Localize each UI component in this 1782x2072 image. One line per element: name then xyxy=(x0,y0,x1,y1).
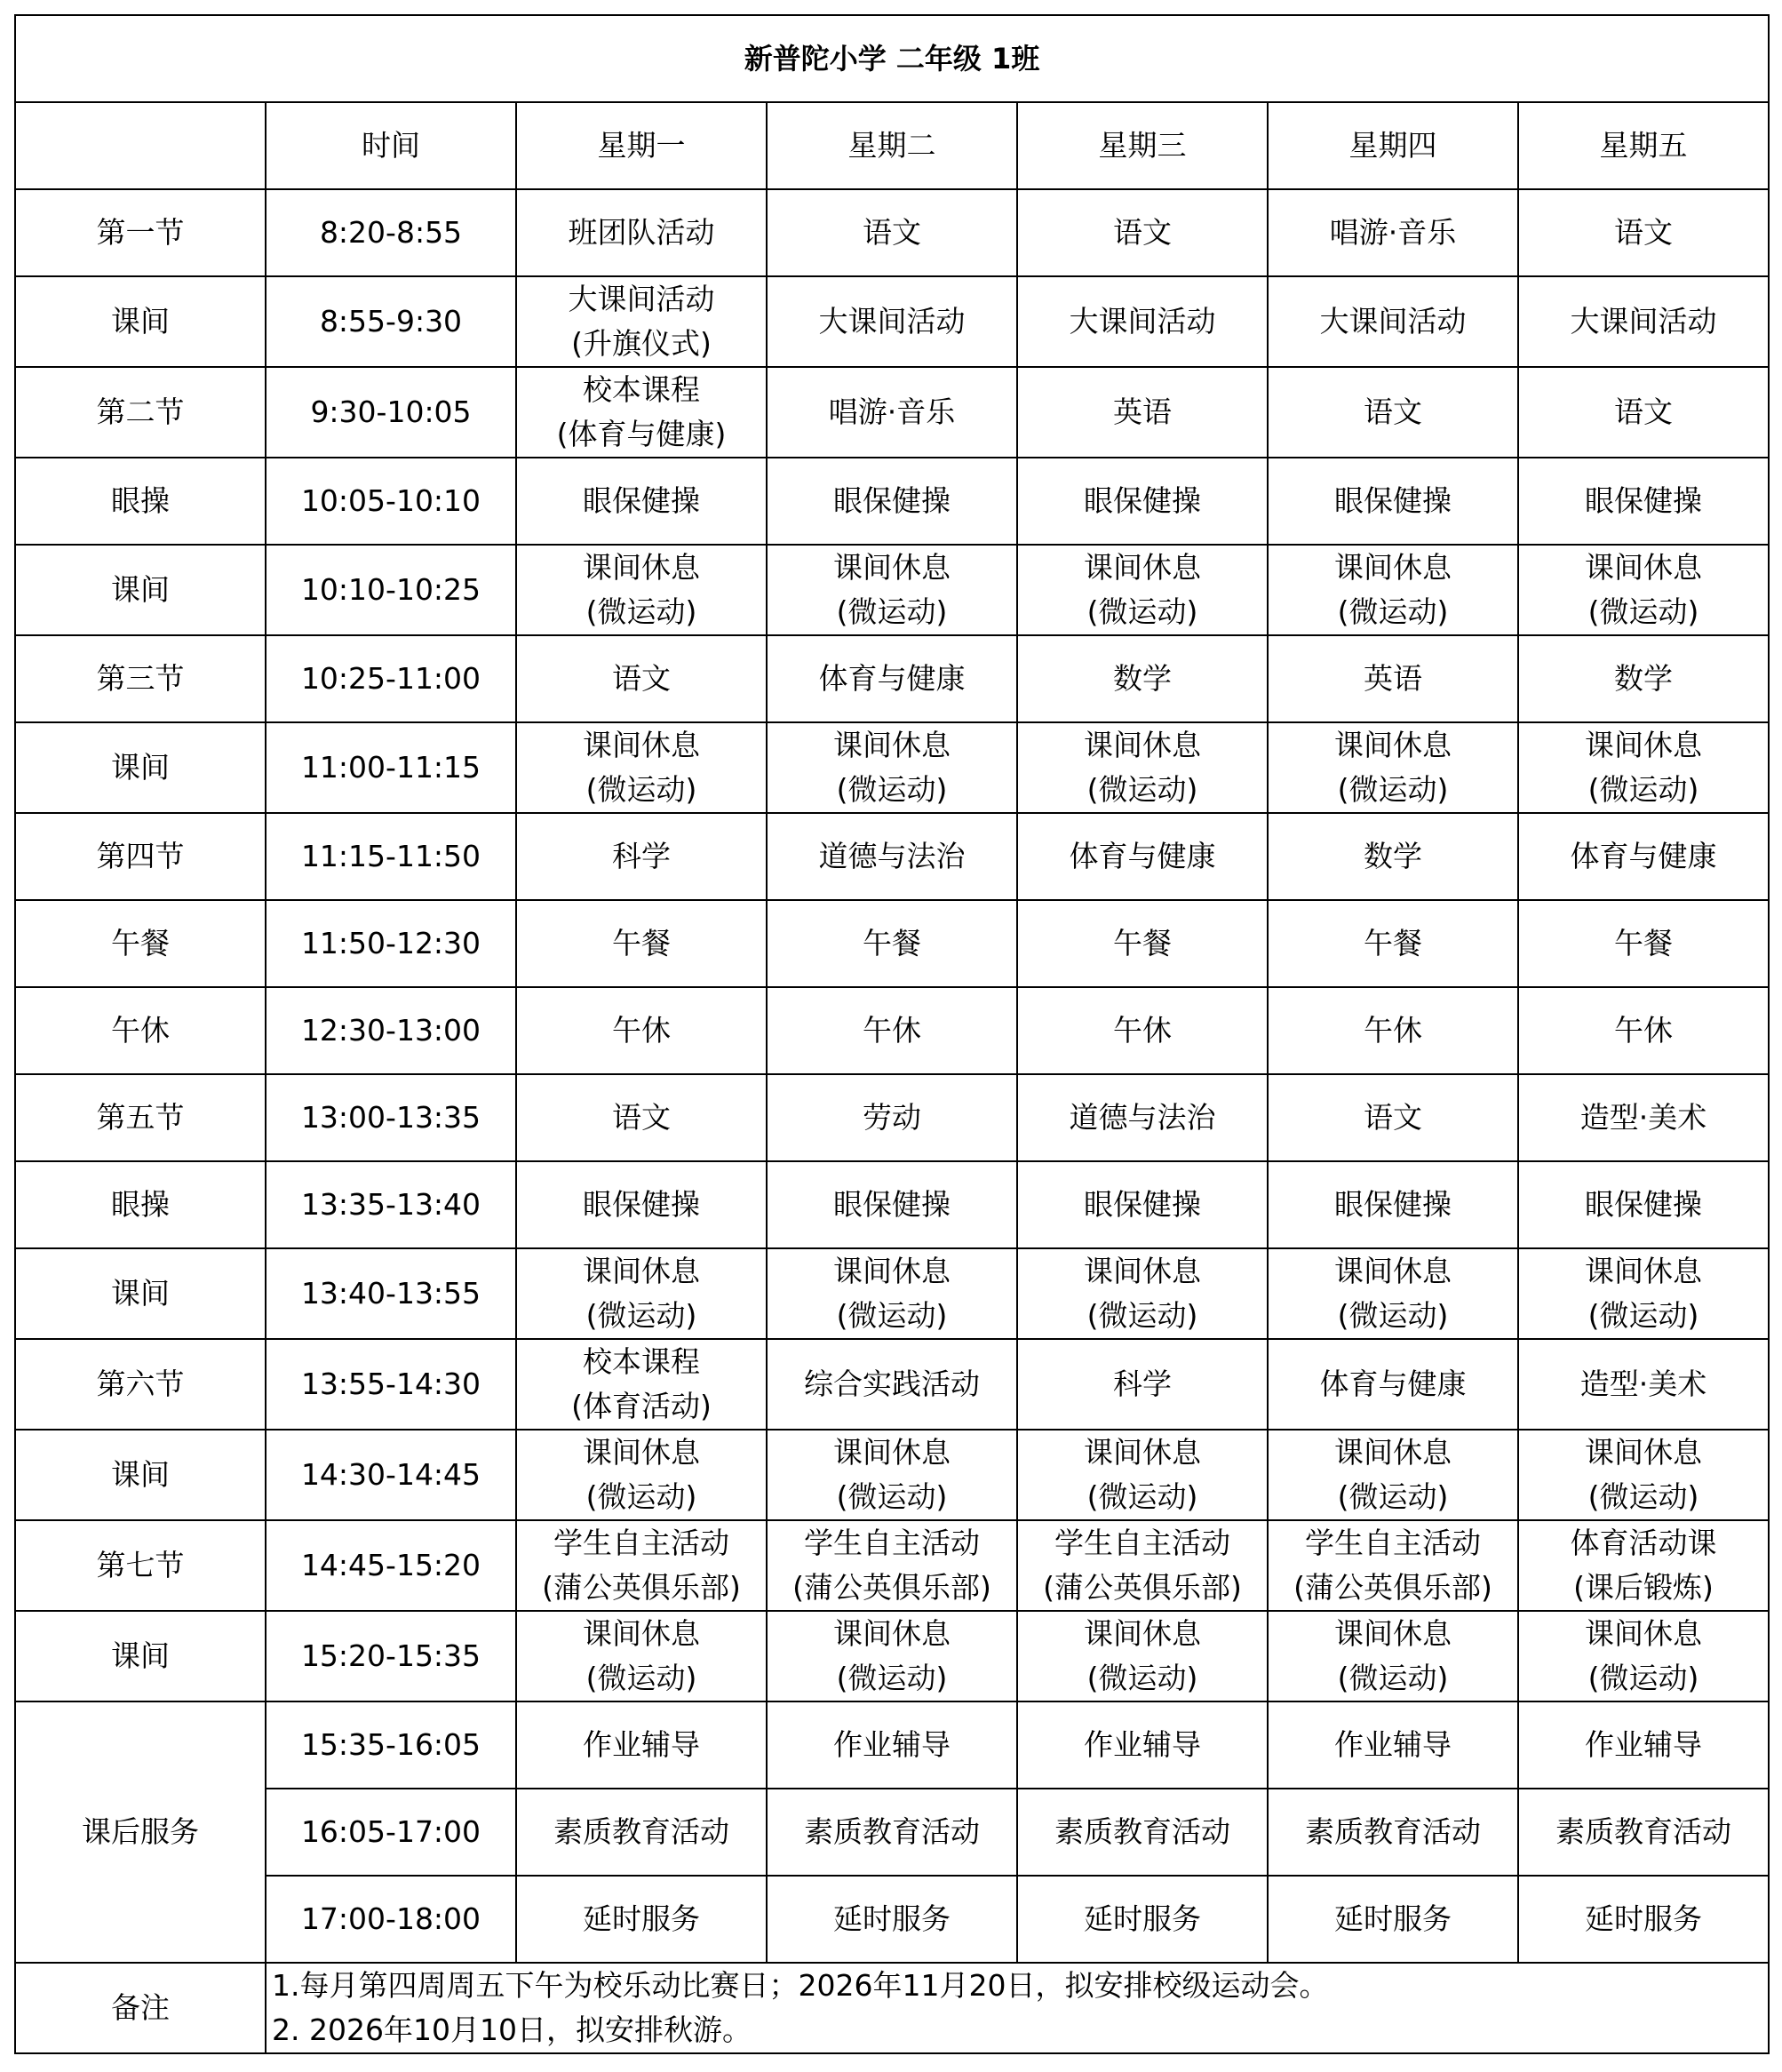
activity-cell-line: (课后锻炼) xyxy=(1573,1570,1714,1605)
activity-cell-line: (微运动) xyxy=(1086,772,1198,807)
header-cell-friday: 星期五 xyxy=(1518,102,1769,189)
activity-cell: 眼保健操 xyxy=(1017,1161,1268,1248)
time-cell: 13:55-14:30 xyxy=(266,1339,516,1430)
activity-cell-line: (微运动) xyxy=(836,594,948,629)
activity-cell xyxy=(1518,1520,1769,1611)
activity-cell-line: (蒲公英俱乐部) xyxy=(542,1570,741,1605)
activity-cell-line: (升旗仪式) xyxy=(571,326,712,361)
activity-cell: 科学 xyxy=(516,813,767,900)
time-cell: 8:20-8:55 xyxy=(266,189,516,276)
activity-cell-line: 课间休息 xyxy=(583,550,700,585)
activity-cell-line: 课间休息 xyxy=(1334,1254,1452,1288)
activity-cell: 语文 xyxy=(516,1074,767,1161)
activity-cell xyxy=(516,722,767,813)
activity-cell: 眼保健操 xyxy=(767,1161,1017,1248)
activity-cell xyxy=(1268,1520,1518,1611)
activity-cell-line: (微运动) xyxy=(1337,772,1449,807)
activity-cell xyxy=(1518,1248,1769,1339)
activity-cell xyxy=(516,1248,767,1339)
activity-cell-line: 体育活动课 xyxy=(1570,1526,1717,1560)
activity-cell-line: 大课间活动 xyxy=(568,282,715,316)
time-cell: 10:25-11:00 xyxy=(266,635,516,722)
time-cell: 17:00-18:00 xyxy=(266,1876,516,1963)
activity-cell xyxy=(1518,722,1769,813)
activity-cell xyxy=(1017,545,1268,635)
note-line: 1.每月第四周周五下午为校乐动比赛日；2026年11月20日，拟安排校级运动会。 xyxy=(272,1968,1329,2003)
time-cell: 15:35-16:05 xyxy=(266,1701,516,1789)
activity-cell: 数学 xyxy=(1518,635,1769,722)
time-cell: 13:35-13:40 xyxy=(266,1161,516,1248)
schedule-title: 新普陀小学 二年级 1班 xyxy=(15,15,1769,102)
activity-cell xyxy=(516,1520,767,1611)
time-cell: 11:00-11:15 xyxy=(266,722,516,813)
activity-cell: 午休 xyxy=(767,987,1017,1074)
activity-cell: 大课间活动 xyxy=(1017,276,1268,367)
activity-cell: 延时服务 xyxy=(767,1876,1017,1963)
activity-cell: 素质教育活动 xyxy=(767,1789,1017,1876)
activity-cell: 英语 xyxy=(1268,635,1518,722)
activity-cell-line: (微运动) xyxy=(585,1479,697,1514)
activity-cell-line: 课间休息 xyxy=(1585,1616,1703,1651)
time-cell: 9:30-10:05 xyxy=(266,367,516,458)
period-cell: 午休 xyxy=(15,987,266,1074)
activity-cell-line: 课间休息 xyxy=(1585,728,1703,762)
activity-cell xyxy=(1518,1611,1769,1701)
activity-cell-line: (微运动) xyxy=(585,594,697,629)
time-cell: 14:30-14:45 xyxy=(266,1430,516,1520)
activity-cell: 午餐 xyxy=(1518,900,1769,987)
activity-cell: 眼保健操 xyxy=(1017,458,1268,545)
activity-cell xyxy=(1017,1611,1268,1701)
time-cell: 8:55-9:30 xyxy=(266,276,516,367)
activity-cell: 体育与健康 xyxy=(1268,1339,1518,1430)
activity-cell-line: 课间休息 xyxy=(833,1254,951,1288)
activity-cell-line: (微运动) xyxy=(1587,1479,1699,1514)
activity-cell: 道德与法治 xyxy=(767,813,1017,900)
activity-cell: 唱游·音乐 xyxy=(767,367,1017,458)
activity-cell: 大课间活动 xyxy=(767,276,1017,367)
activity-cell: 素质教育活动 xyxy=(1268,1789,1518,1876)
activity-cell: 眼保健操 xyxy=(516,1161,767,1248)
activity-cell: 体育与健康 xyxy=(1017,813,1268,900)
activity-cell: 语文 xyxy=(1518,189,1769,276)
schedule-row xyxy=(15,635,1769,722)
activity-cell-line: (微运动) xyxy=(1587,772,1699,807)
schedule-row xyxy=(15,276,1769,367)
activity-cell-line: (微运动) xyxy=(1337,1479,1449,1514)
note-line: 2. 2026年10月10日，拟安排秋游。 xyxy=(272,2012,752,2047)
time-cell: 13:00-13:35 xyxy=(266,1074,516,1161)
activity-cell: 作业辅导 xyxy=(516,1701,767,1789)
activity-cell-line: 课间休息 xyxy=(833,728,951,762)
activity-cell: 眼保健操 xyxy=(1518,458,1769,545)
schedule-row xyxy=(15,1430,1769,1520)
activity-cell: 道德与法治 xyxy=(1017,1074,1268,1161)
activity-cell-line: (微运动) xyxy=(1587,594,1699,629)
period-cell: 第三节 xyxy=(15,635,266,722)
activity-cell: 语文 xyxy=(1518,367,1769,458)
schedule-row xyxy=(15,1611,1769,1701)
period-cell: 课间 xyxy=(15,545,266,635)
activity-cell-line: 课间休息 xyxy=(583,1616,700,1651)
period-cell: 课间 xyxy=(15,276,266,367)
schedule-row xyxy=(15,367,1769,458)
period-cell: 第二节 xyxy=(15,367,266,458)
activity-cell-line: (微运动) xyxy=(1587,1661,1699,1695)
activity-cell xyxy=(1518,1430,1769,1520)
activity-cell-line: (微运动) xyxy=(836,772,948,807)
schedule-row xyxy=(15,1339,1769,1430)
activity-cell-line: (蒲公英俱乐部) xyxy=(1043,1570,1242,1605)
notes-text xyxy=(266,1963,1769,2053)
activity-cell xyxy=(767,1520,1017,1611)
activity-cell-line: (蒲公英俱乐部) xyxy=(792,1570,991,1605)
activity-cell-line: 课间休息 xyxy=(1585,550,1703,585)
period-cell: 课间 xyxy=(15,1430,266,1520)
activity-cell: 作业辅导 xyxy=(1518,1701,1769,1789)
activity-cell-line: 学生自主活动 xyxy=(1305,1526,1481,1560)
activity-cell: 午休 xyxy=(1017,987,1268,1074)
activity-cell xyxy=(767,545,1017,635)
activity-cell: 眼保健操 xyxy=(767,458,1017,545)
class-schedule-table xyxy=(14,14,1770,2054)
activity-cell-line: (微运动) xyxy=(1337,1298,1449,1333)
schedule-row xyxy=(15,458,1769,545)
activity-cell-line: (微运动) xyxy=(585,1298,697,1333)
period-cell: 眼操 xyxy=(15,458,266,545)
activity-cell xyxy=(1017,1248,1268,1339)
activity-cell-line: (微运动) xyxy=(836,1661,948,1695)
activity-cell: 劳动 xyxy=(767,1074,1017,1161)
time-cell: 12:30-13:00 xyxy=(266,987,516,1074)
activity-cell-line: (体育活动) xyxy=(571,1389,712,1423)
activity-cell-line: (蒲公英俱乐部) xyxy=(1293,1570,1492,1605)
period-cell: 课间 xyxy=(15,722,266,813)
activity-cell-line: 校本课程 xyxy=(583,1344,700,1379)
schedule-row xyxy=(15,1074,1769,1161)
time-cell: 11:15-11:50 xyxy=(266,813,516,900)
activity-cell: 体育与健康 xyxy=(1518,813,1769,900)
activity-cell: 语文 xyxy=(767,189,1017,276)
activity-cell xyxy=(516,276,767,367)
activity-cell-line: (微运动) xyxy=(1337,1661,1449,1695)
activity-cell: 语文 xyxy=(1268,1074,1518,1161)
period-cell: 眼操 xyxy=(15,1161,266,1248)
time-cell: 10:10-10:25 xyxy=(266,545,516,635)
after-school-row xyxy=(15,1876,1769,1963)
header-cell-time: 时间 xyxy=(266,102,516,189)
period-cell: 第六节 xyxy=(15,1339,266,1430)
activity-cell: 素质教育活动 xyxy=(1518,1789,1769,1876)
activity-cell-line: 课间休息 xyxy=(1084,1254,1201,1288)
activity-cell: 延时服务 xyxy=(516,1876,767,1963)
schedule-row xyxy=(15,722,1769,813)
time-cell: 10:05-10:10 xyxy=(266,458,516,545)
activity-cell xyxy=(1268,1248,1518,1339)
schedule-row xyxy=(15,900,1769,987)
activity-cell: 语文 xyxy=(1017,189,1268,276)
activity-cell xyxy=(516,1430,767,1520)
activity-cell-line: 校本课程 xyxy=(583,372,700,407)
activity-cell xyxy=(516,1611,767,1701)
activity-cell: 大课间活动 xyxy=(1268,276,1518,367)
period-cell: 第四节 xyxy=(15,813,266,900)
period-cell: 课间 xyxy=(15,1611,266,1701)
activity-cell xyxy=(1017,1430,1268,1520)
activity-cell-line: 学生自主活动 xyxy=(553,1526,729,1560)
activity-cell: 眼保健操 xyxy=(1268,458,1518,545)
period-cell: 课间 xyxy=(15,1248,266,1339)
activity-cell: 语文 xyxy=(1268,367,1518,458)
activity-cell: 午餐 xyxy=(516,900,767,987)
title-row xyxy=(15,15,1769,102)
notes-row xyxy=(15,1963,1769,2053)
activity-cell-line: (微运动) xyxy=(836,1479,948,1514)
activity-cell-line: 课间休息 xyxy=(1334,1616,1452,1651)
activity-cell xyxy=(1017,1520,1268,1611)
header-row xyxy=(15,102,1769,189)
activity-cell: 午餐 xyxy=(1017,900,1268,987)
activity-cell: 午餐 xyxy=(1268,900,1518,987)
activity-cell-line: 课间休息 xyxy=(1334,728,1452,762)
activity-cell: 数学 xyxy=(1268,813,1518,900)
activity-cell: 午休 xyxy=(1518,987,1769,1074)
notes-label: 备注 xyxy=(15,1963,266,2053)
activity-cell-line: 课间休息 xyxy=(833,550,951,585)
activity-cell xyxy=(1017,722,1268,813)
time-cell: 13:40-13:55 xyxy=(266,1248,516,1339)
period-cell: 第一节 xyxy=(15,189,266,276)
schedule-row xyxy=(15,813,1769,900)
schedule-row xyxy=(15,987,1769,1074)
after-school-row xyxy=(15,1789,1769,1876)
activity-cell-line: (微运动) xyxy=(1086,1661,1198,1695)
activity-cell xyxy=(1268,545,1518,635)
activity-cell: 大课间活动 xyxy=(1518,276,1769,367)
activity-cell-line: 课间休息 xyxy=(583,1254,700,1288)
activity-cell: 英语 xyxy=(1017,367,1268,458)
schedule-row xyxy=(15,1520,1769,1611)
activity-cell: 素质教育活动 xyxy=(516,1789,767,1876)
activity-cell-line: 课间休息 xyxy=(833,1435,951,1470)
header-cell-blank xyxy=(15,102,266,189)
activity-cell: 眼保健操 xyxy=(1518,1161,1769,1248)
activity-cell-line: 课间休息 xyxy=(583,728,700,762)
activity-cell-line: 学生自主活动 xyxy=(804,1526,980,1560)
activity-cell xyxy=(1268,1430,1518,1520)
activity-cell: 体育与健康 xyxy=(767,635,1017,722)
activity-cell-line: 课间休息 xyxy=(1084,550,1201,585)
activity-cell-line: (微运动) xyxy=(836,1298,948,1333)
header-cell-tuesday: 星期二 xyxy=(767,102,1017,189)
activity-cell xyxy=(767,1430,1017,1520)
time-cell: 15:20-15:35 xyxy=(266,1611,516,1701)
activity-cell xyxy=(1268,1611,1518,1701)
activity-cell xyxy=(516,1339,767,1430)
activity-cell: 语文 xyxy=(516,635,767,722)
activity-cell xyxy=(516,367,767,458)
activity-cell: 唱游·音乐 xyxy=(1268,189,1518,276)
schedule-row xyxy=(15,1161,1769,1248)
activity-cell-line: (微运动) xyxy=(1587,1298,1699,1333)
after-school-row xyxy=(15,1701,1769,1789)
activity-cell: 午餐 xyxy=(767,900,1017,987)
activity-cell: 科学 xyxy=(1017,1339,1268,1430)
activity-cell: 延时服务 xyxy=(1518,1876,1769,1963)
time-cell: 11:50-12:30 xyxy=(266,900,516,987)
activity-cell-line: (微运动) xyxy=(585,1661,697,1695)
activity-cell-line: 课间休息 xyxy=(1084,1435,1201,1470)
activity-cell: 午休 xyxy=(1268,987,1518,1074)
activity-cell-line: 课间休息 xyxy=(583,1435,700,1470)
schedule-row xyxy=(15,1248,1769,1339)
activity-cell-line: (体育与健康) xyxy=(556,417,727,451)
activity-cell: 延时服务 xyxy=(1017,1876,1268,1963)
activity-cell-line: (微运动) xyxy=(1086,594,1198,629)
after-school-label: 课后服务 xyxy=(15,1701,266,1963)
activity-cell: 作业辅导 xyxy=(767,1701,1017,1789)
activity-cell-line: 课间休息 xyxy=(833,1616,951,1651)
header-cell-wednesday: 星期三 xyxy=(1017,102,1268,189)
activity-cell: 班团队活动 xyxy=(516,189,767,276)
activity-cell xyxy=(767,1611,1017,1701)
activity-cell-line: 课间休息 xyxy=(1084,1616,1201,1651)
activity-cell-line: 课间休息 xyxy=(1084,728,1201,762)
activity-cell: 午休 xyxy=(516,987,767,1074)
schedule-row xyxy=(15,545,1769,635)
activity-cell xyxy=(767,722,1017,813)
schedule-row xyxy=(15,189,1769,276)
activity-cell xyxy=(1268,722,1518,813)
activity-cell-line: (微运动) xyxy=(1086,1479,1198,1514)
activity-cell-line: 学生自主活动 xyxy=(1054,1526,1230,1560)
activity-cell: 造型·美术 xyxy=(1518,1339,1769,1430)
activity-cell-line: (微运动) xyxy=(1086,1298,1198,1333)
activity-cell: 作业辅导 xyxy=(1017,1701,1268,1789)
activity-cell-line: (微运动) xyxy=(1337,594,1449,629)
period-cell: 第五节 xyxy=(15,1074,266,1161)
activity-cell: 眼保健操 xyxy=(516,458,767,545)
activity-cell-line: 课间休息 xyxy=(1585,1435,1703,1470)
activity-cell: 综合实践活动 xyxy=(767,1339,1017,1430)
activity-cell: 作业辅导 xyxy=(1268,1701,1518,1789)
activity-cell xyxy=(767,1248,1017,1339)
period-cell: 第七节 xyxy=(15,1520,266,1611)
activity-cell xyxy=(1518,545,1769,635)
header-cell-monday: 星期一 xyxy=(516,102,767,189)
activity-cell-line: 课间休息 xyxy=(1334,1435,1452,1470)
activity-cell-line: 课间休息 xyxy=(1334,550,1452,585)
header-cell-thursday: 星期四 xyxy=(1268,102,1518,189)
activity-cell: 眼保健操 xyxy=(1268,1161,1518,1248)
period-cell: 午餐 xyxy=(15,900,266,987)
activity-cell-line: (微运动) xyxy=(585,772,697,807)
activity-cell: 延时服务 xyxy=(1268,1876,1518,1963)
activity-cell: 素质教育活动 xyxy=(1017,1789,1268,1876)
activity-cell xyxy=(516,545,767,635)
time-cell: 16:05-17:00 xyxy=(266,1789,516,1876)
activity-cell-line: 课间休息 xyxy=(1585,1254,1703,1288)
activity-cell: 造型·美术 xyxy=(1518,1074,1769,1161)
time-cell: 14:45-15:20 xyxy=(266,1520,516,1611)
activity-cell: 数学 xyxy=(1017,635,1268,722)
